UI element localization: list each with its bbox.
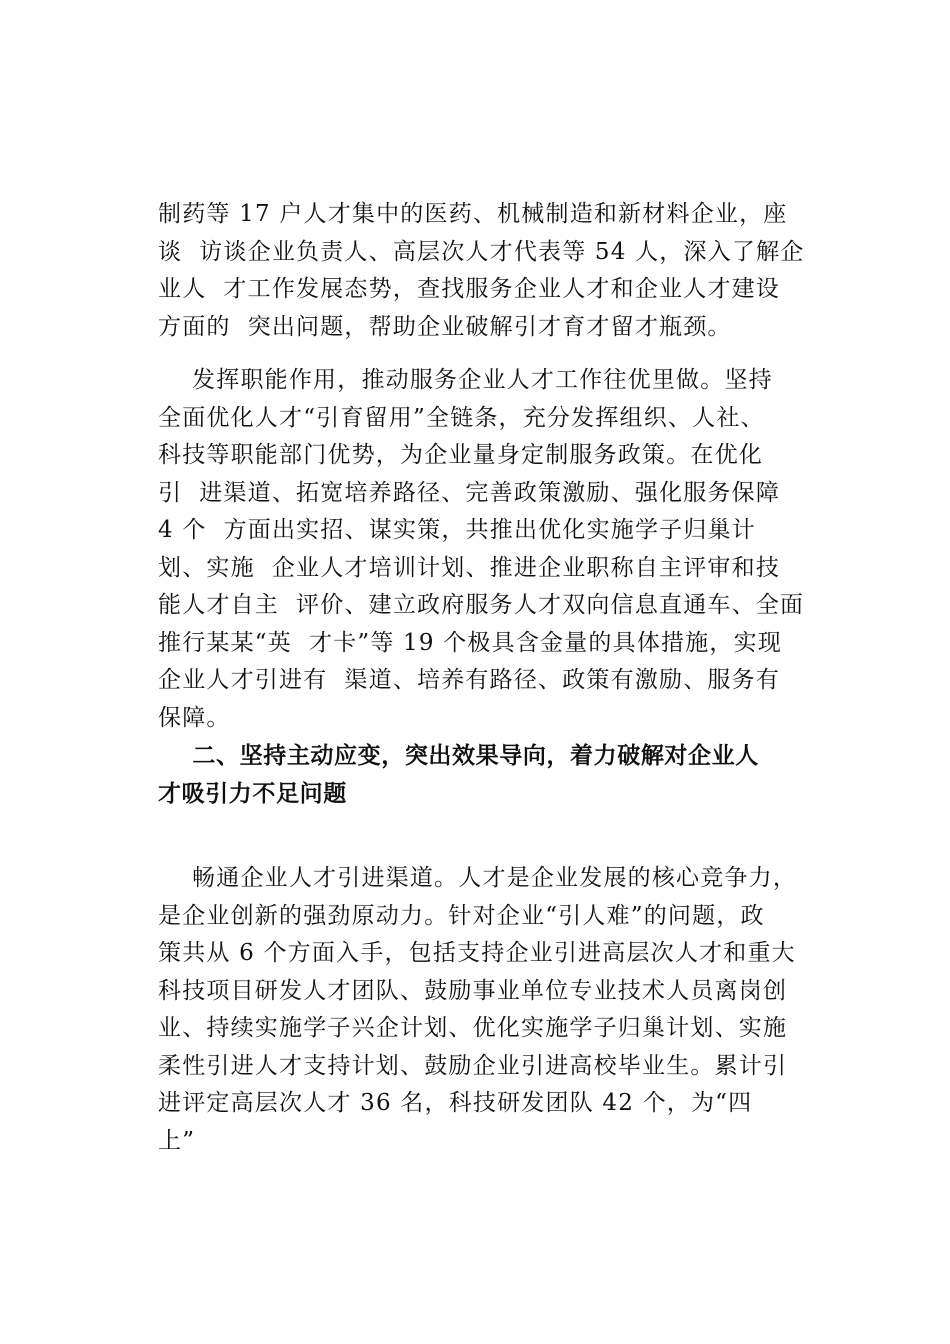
text-line: 保障。 <box>158 704 231 731</box>
text-line: 上” <box>158 1127 196 1154</box>
text-line: 科技项目研发人才团队、鼓励事业单位专业技术人员离岗创 <box>158 977 788 1004</box>
text-line: 是企业创新的强劲原动力。针对企业“引人难”的问题，政 <box>158 902 765 929</box>
paragraph-2 <box>158 362 848 737</box>
text-line: 业、持续实施学子兴企计划、优化实施学子归巢计划、实施 <box>158 1015 788 1041</box>
paragraph-1 <box>158 196 848 346</box>
text-line: 能人才自主 评价、建立政府服务人才双向信息直通车、全面 <box>158 592 805 618</box>
text-line: 4 个 方面出实招、谋实策，共推出优化实施学子归巢计 <box>158 517 756 543</box>
text-line: 方面的 突出问题，帮助企业破解引才育才留才瓶颈。 <box>158 313 732 340</box>
text-line: 谈 访谈企业负责人、高层次人才代表等 54 人，深入了解企 <box>158 238 805 265</box>
text-line: 企业人才引进有 渠道、培养有路径、政策有激励、服务有 <box>158 667 781 693</box>
text-line: 策共从 6 个方面入手，包括支持企业引进高层次人才和重大 <box>158 940 796 966</box>
heading-line: 才吸引力不足问题 <box>158 780 347 807</box>
paragraph-3 <box>158 860 848 1160</box>
heading-line: 二、坚持主动应变，突出效果导向，着力破解对企业人 <box>158 743 759 769</box>
text-line: 进评定高层次人才 36 名，科技研发团队 42 个，为“四 <box>158 1090 753 1116</box>
text-line: 科技等职能部门优势，为企业量身定制服务政策。在优化 <box>158 442 763 468</box>
text-line: 全面优化人才“引育留用”全链条，充分发挥组织、人社、 <box>158 404 765 431</box>
text-line: 推行某某“英 才卡”等 19 个极具含金量的具体措施，实现 <box>158 629 783 656</box>
text-line: 柔性引进人才支持计划、鼓励企业引进高校毕业生。累计引 <box>158 1052 788 1079</box>
text-line: 划、实施 企业人才培训计划、推进企业职称自主评审和技 <box>158 554 781 581</box>
text-line: 发挥职能作用，推动服务企业人才工作往优里做。坚持 <box>158 367 773 393</box>
text-line: 业人 才工作发展态势，查找服务企业人才和企业人才建设 <box>158 276 781 302</box>
text-line: 畅通企业人才引进渠道。人才是企业发展的核心竞争力， <box>158 865 798 891</box>
text-line: 制药等 17 户人才集中的医药、机械制造和新材料企业，座 <box>158 201 788 227</box>
section-heading <box>158 738 848 813</box>
text-line: 引 进渠道、拓宽培养路径、完善政策激励、强化服务保障 <box>158 479 781 506</box>
